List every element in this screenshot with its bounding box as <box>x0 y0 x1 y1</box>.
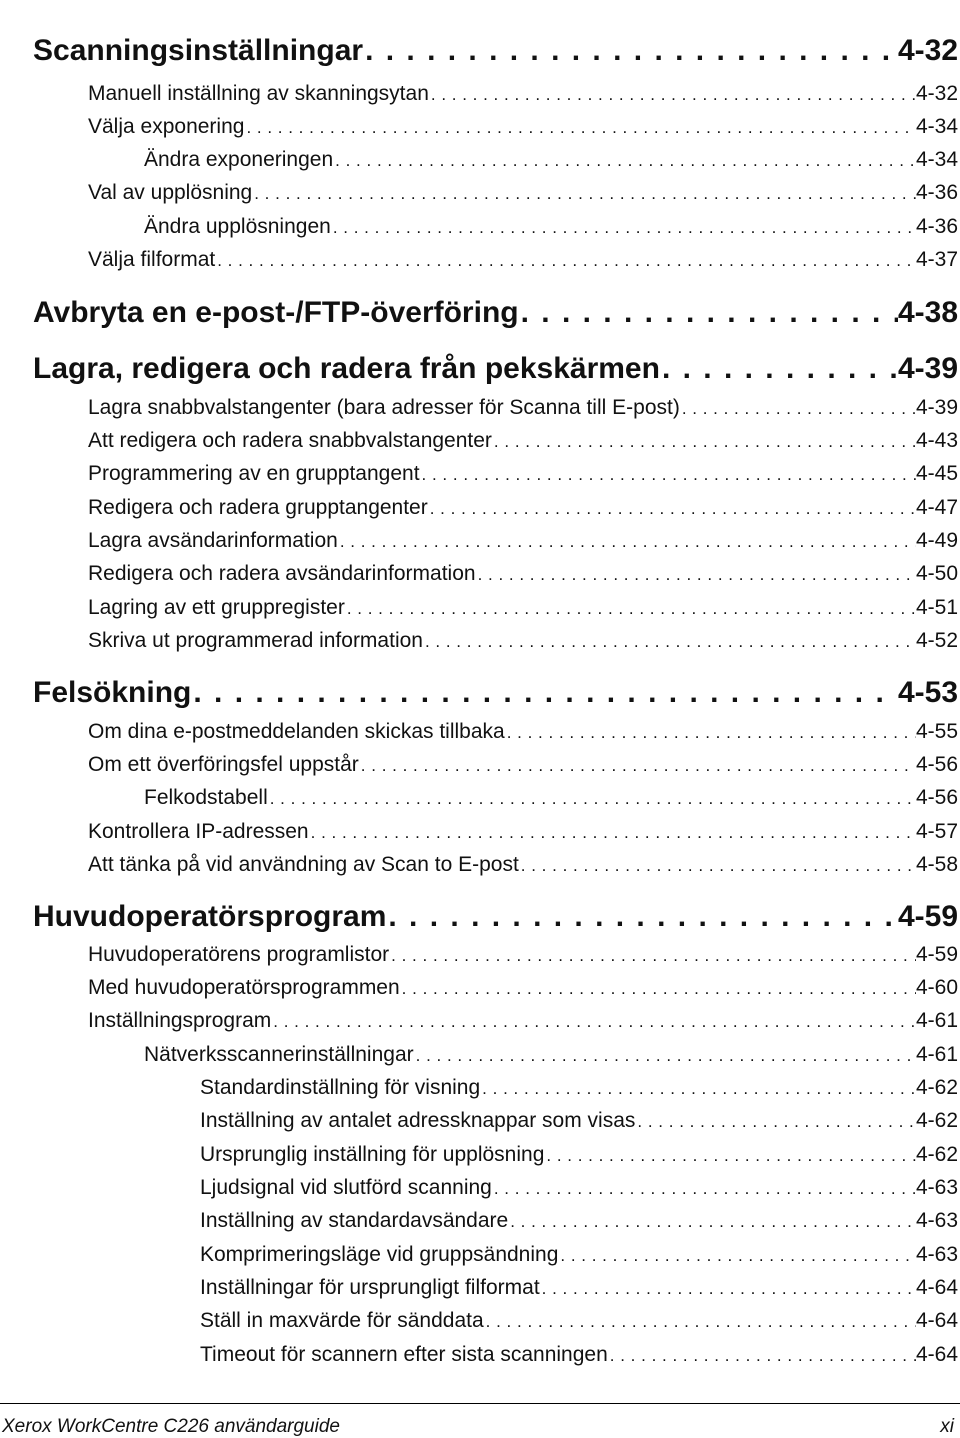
toc-entry-page-number: 4-32 <box>915 82 958 105</box>
toc-entry-page-number: 4-62 <box>915 1143 958 1166</box>
toc-entry-page-number: 4-62 <box>915 1109 958 1132</box>
toc-entry-title: Ursprunglig inställning för upplösning <box>200 1143 545 1166</box>
toc-entry-page-number: 4-37 <box>915 248 958 271</box>
toc-entry-page-number: 4-59 <box>915 943 958 966</box>
toc-entry-title: Ändra exponeringen <box>144 148 334 171</box>
toc-entry <box>88 943 958 967</box>
toc-entry-title: Skriva ut programmerad information <box>88 629 423 652</box>
toc-entry-title: Att tänka på vid användning av Scan to E-post <box>88 853 519 876</box>
toc-entry-title: Om ett överföringsfel uppstår <box>88 753 359 776</box>
toc-entry-page-number: 4-61 <box>915 1009 958 1032</box>
toc-entry <box>200 1143 958 1167</box>
toc-entry <box>88 1009 958 1033</box>
toc-entry-page-number: 4-36 <box>915 215 958 238</box>
toc-entry <box>88 496 958 520</box>
toc-entry <box>88 976 958 1000</box>
toc-entry <box>88 629 958 653</box>
toc-entry-title: Ändra upplösningen <box>144 215 331 238</box>
toc-entry-title: Lagra avsändarinformation <box>88 529 338 552</box>
toc-entry-title: Huvudoperatörsprogram <box>33 900 387 933</box>
toc-entry-title: Huvudoperatörens programlistor <box>88 943 390 966</box>
dot-leader <box>333 151 916 171</box>
dot-leader <box>519 296 898 330</box>
toc-entry-title: Komprimeringsläge vid gruppsändning <box>200 1243 559 1266</box>
footer-document-title: Xerox WorkCentre C226 användarguide <box>2 1416 340 1437</box>
toc-entry-page-number: 4-60 <box>915 976 958 999</box>
dot-leader <box>484 1312 916 1332</box>
dot-leader <box>680 399 916 419</box>
toc-entry-page-number: 4-61 <box>915 1043 958 1066</box>
toc-entry <box>144 1043 958 1067</box>
dot-leader <box>540 1279 916 1299</box>
toc-entry <box>88 853 958 877</box>
toc-entry-page-number: 4-64 <box>915 1343 958 1366</box>
toc-entry-page-number: 4-58 <box>915 853 958 876</box>
dot-leader <box>480 1079 916 1099</box>
toc-entry-title: Scanningsinställningar <box>33 34 364 67</box>
toc-heading <box>33 900 958 934</box>
dot-leader <box>508 1212 916 1232</box>
dot-leader <box>309 823 916 843</box>
toc-entry <box>88 720 958 744</box>
toc-entry-page-number: 4-64 <box>915 1309 958 1332</box>
dot-leader <box>363 34 898 68</box>
toc-entry-page-number: 4-39 <box>915 396 958 419</box>
toc-entry <box>88 181 958 205</box>
toc-entry-title: Välja exponering <box>88 115 245 138</box>
toc-entry-title: Standardinställning för visning <box>200 1076 481 1099</box>
dot-leader <box>608 1346 916 1366</box>
toc-entry-title: Timeout för scannern efter sista scanningen <box>200 1343 608 1366</box>
toc-entry-page-number: 4-36 <box>915 181 958 204</box>
dot-leader <box>492 1179 916 1199</box>
dot-leader <box>252 184 916 204</box>
toc-entry-title: Programmering av en grupptangent <box>88 462 420 485</box>
toc-entry-title: Lagra snabbvalstangenter (bara adresser för Scanna till E-post) <box>88 396 680 419</box>
toc-entry-page-number: 4-63 <box>915 1176 958 1199</box>
toc-entry <box>144 148 958 172</box>
dot-leader <box>476 565 916 585</box>
toc-entry-title: Avbryta en e-post-/FTP-överföring <box>33 296 519 329</box>
toc-entry-page-number: 4-34 <box>915 115 958 138</box>
toc-entry <box>88 248 958 272</box>
toc-heading <box>33 352 958 386</box>
dot-leader <box>544 1146 916 1166</box>
toc-entry-title: Redigera och radera grupptangenter <box>88 496 428 519</box>
toc-entry <box>200 1176 958 1200</box>
toc-entry <box>200 1343 958 1367</box>
toc-entry <box>144 215 958 239</box>
toc-entry-title: Manuell inställning av skanningsytan <box>88 82 429 105</box>
toc-entry-title: Att redigera och radera snabbvalstangenter <box>88 429 492 452</box>
toc-entry-page-number: 4-63 <box>915 1243 958 1266</box>
toc-entry-page-number: 4-59 <box>897 900 958 933</box>
toc-entry <box>200 1209 958 1233</box>
toc-entry <box>88 753 958 777</box>
toc-entry <box>88 396 958 420</box>
dot-leader <box>429 85 916 105</box>
toc-entry-title: Lagring av ett gruppregister <box>88 596 345 619</box>
dot-leader <box>400 979 916 999</box>
toc-entry-title: Lagra, redigera och radera från pekskärmen <box>33 352 660 385</box>
dot-leader <box>386 900 898 934</box>
toc-entry-page-number: 4-62 <box>915 1076 958 1099</box>
toc-entry-page-number: 4-38 <box>897 296 958 329</box>
toc-entry <box>88 562 958 586</box>
toc-entry-page-number: 4-64 <box>915 1276 958 1299</box>
toc-entry-page-number: 4-56 <box>915 753 958 776</box>
dot-leader <box>359 756 916 776</box>
dot-leader <box>331 218 916 238</box>
dot-leader <box>635 1112 916 1132</box>
toc-entry-page-number: 4-45 <box>915 462 958 485</box>
toc-entry-title: Inställning av standardavsändare <box>200 1209 509 1232</box>
toc-entry-title: Ställ in maxvärde för sänddata <box>200 1309 484 1332</box>
toc-entry-page-number: 4-57 <box>915 820 958 843</box>
dot-leader <box>428 499 916 519</box>
toc-entry <box>88 596 958 620</box>
toc-entry <box>88 115 958 139</box>
toc-entry <box>144 786 958 810</box>
toc-entry <box>200 1243 958 1267</box>
toc-entry-title: Inställning av antalet adressknappar som visas <box>200 1109 636 1132</box>
dot-leader <box>519 856 916 876</box>
toc-entry <box>200 1109 958 1133</box>
dot-leader <box>423 632 916 652</box>
toc-entry-title: Ljudsignal vid slutförd scanning <box>200 1176 492 1199</box>
dot-leader <box>389 946 916 966</box>
dot-leader <box>660 352 898 386</box>
footer-page-number: xi <box>940 1416 954 1437</box>
toc-heading <box>33 34 958 68</box>
toc-entry-page-number: 4-56 <box>915 786 958 809</box>
dot-leader <box>191 676 898 710</box>
dot-leader <box>215 251 916 271</box>
dot-leader <box>505 723 916 743</box>
footer-divider <box>0 1403 960 1404</box>
toc-entry-page-number: 4-52 <box>915 629 958 652</box>
dot-leader <box>420 465 916 485</box>
toc-entry-page-number: 4-63 <box>915 1209 958 1232</box>
dot-leader <box>268 789 916 809</box>
toc-entry-title: Inställningar för ursprungligt filformat <box>200 1276 540 1299</box>
toc-entry <box>88 429 958 453</box>
dot-leader <box>244 118 916 138</box>
toc-entry-title: Om dina e-postmeddelanden skickas tillbaka <box>88 720 505 743</box>
dot-leader <box>271 1012 916 1032</box>
toc-entry-page-number: 4-53 <box>897 676 958 709</box>
toc-entry <box>200 1309 958 1333</box>
toc-entry-page-number: 4-47 <box>915 496 958 519</box>
toc-entry-title: Felsökning <box>33 676 192 709</box>
dot-leader <box>414 1046 916 1066</box>
toc-entry-title: Inställningsprogram <box>88 1009 272 1032</box>
toc-entry-page-number: 4-34 <box>915 148 958 171</box>
toc-entry <box>88 529 958 553</box>
toc-entry-title: Välja filformat <box>88 248 216 271</box>
toc-heading <box>33 676 958 710</box>
toc-entry-title: Nätverksscannerinställningar <box>144 1043 414 1066</box>
toc-entry-title: Kontrollera IP-adressen <box>88 820 309 843</box>
toc-heading <box>33 296 958 330</box>
toc-entry-page-number: 4-55 <box>915 720 958 743</box>
toc-entry-title: Redigera och radera avsändarinformation <box>88 562 476 585</box>
dot-leader <box>492 432 916 452</box>
toc-entry-page-number: 4-32 <box>897 34 958 67</box>
toc-entry-page-number: 4-49 <box>915 529 958 552</box>
toc-entry <box>200 1076 958 1100</box>
toc-entry <box>88 820 958 844</box>
toc-entry-title: Med huvudoperatörsprogrammen <box>88 976 400 999</box>
toc-entry <box>88 462 958 486</box>
toc-entry-page-number: 4-43 <box>915 429 958 452</box>
toc-entry-page-number: 4-50 <box>915 562 958 585</box>
toc-entry-page-number: 4-51 <box>915 596 958 619</box>
toc-entry-title: Val av upplösning <box>88 181 253 204</box>
dot-leader <box>345 599 916 619</box>
toc-entry-page-number: 4-39 <box>897 352 958 385</box>
toc-entry-title: Felkodstabell <box>144 786 268 809</box>
toc-entry <box>88 82 958 106</box>
dot-leader <box>558 1246 916 1266</box>
toc-entry <box>200 1276 958 1300</box>
dot-leader <box>338 532 916 552</box>
